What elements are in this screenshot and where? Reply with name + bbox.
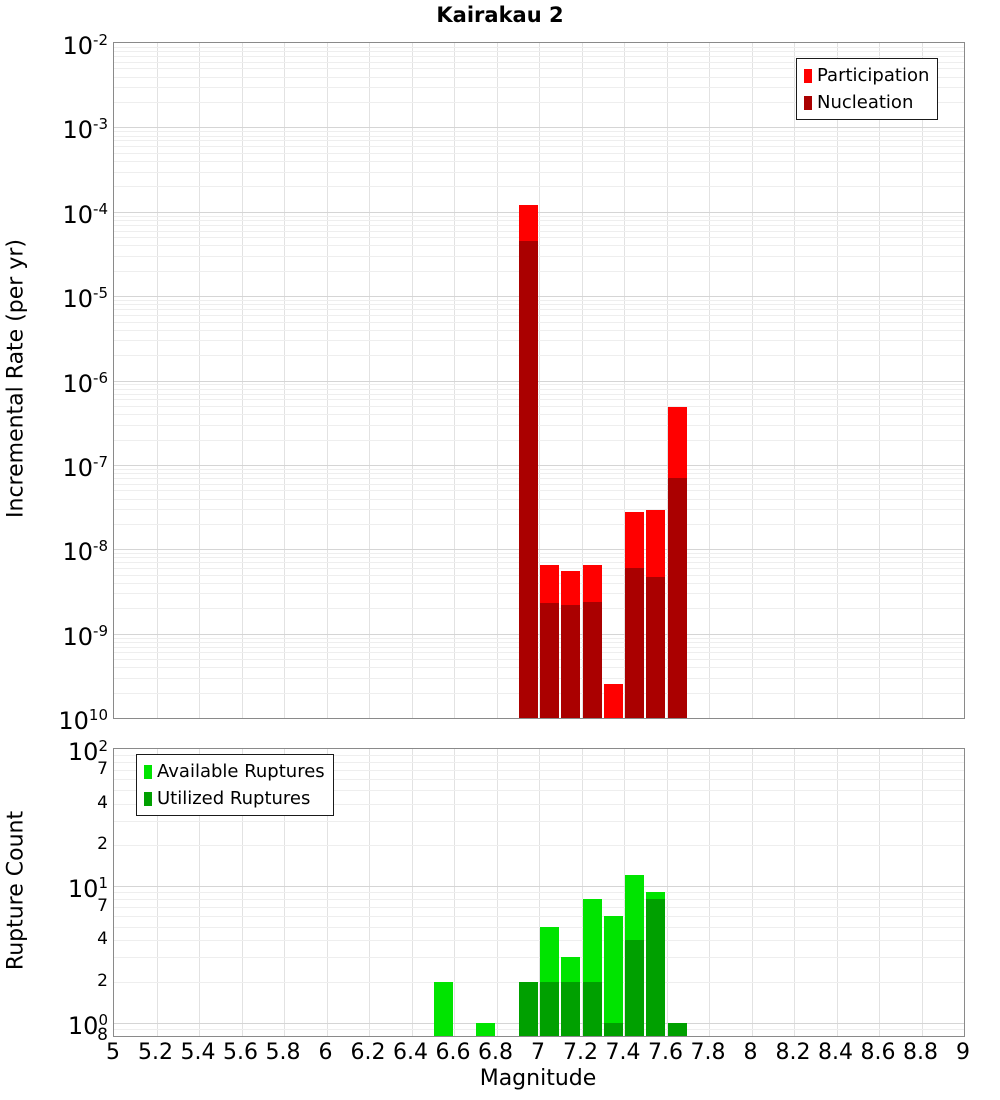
gridline xyxy=(114,237,964,238)
legend-item-nucleation xyxy=(804,89,929,116)
x-axis-label: Magnitude xyxy=(479,1066,597,1091)
gridline xyxy=(114,659,964,660)
y-tick-minor-label: 4 xyxy=(97,929,108,950)
gridline xyxy=(114,509,964,510)
x-tick-label: 6.2 xyxy=(350,1040,386,1065)
gridline xyxy=(114,315,964,316)
y-tick-label: $10^{-8}$ xyxy=(62,537,108,567)
available-ruptures-swatch-icon xyxy=(144,765,152,779)
gridline xyxy=(114,394,964,395)
gridline xyxy=(114,271,964,272)
nucleation-bar xyxy=(625,568,644,718)
participation-bar xyxy=(604,684,623,718)
gridline xyxy=(114,1029,964,1030)
gridline xyxy=(114,406,964,407)
rate-legend xyxy=(796,58,938,120)
gridline xyxy=(114,642,964,643)
gridline xyxy=(114,892,964,893)
gridline xyxy=(114,51,964,52)
gridline xyxy=(114,153,964,154)
gridline xyxy=(114,957,964,958)
y-tick-minor-label: 4 xyxy=(97,792,108,813)
nucleation-bar xyxy=(519,241,538,718)
y-tick-label: $10^{-5}$ xyxy=(62,284,108,314)
available-ruptures-bar xyxy=(476,1023,495,1036)
gridline xyxy=(114,146,964,147)
nucleation-bar xyxy=(646,577,665,718)
y-tick-label: $10^{10}$ xyxy=(58,706,108,735)
gridline xyxy=(114,304,964,305)
y-tick-label: $10^1$ xyxy=(67,873,108,903)
gridline xyxy=(114,916,964,917)
utilized-ruptures-bar xyxy=(561,982,580,1037)
gridline xyxy=(114,330,964,331)
utilized-ruptures-bar xyxy=(540,982,559,1037)
x-tick-label: 8.2 xyxy=(775,1040,811,1065)
gridline xyxy=(114,845,964,846)
count-panel xyxy=(113,748,965,1037)
gridline xyxy=(114,583,964,584)
legend-label: Utilized Ruptures xyxy=(157,788,311,809)
gridline xyxy=(114,172,964,173)
available-ruptures-bar xyxy=(604,916,623,1036)
gridline xyxy=(114,309,964,310)
gridline xyxy=(114,355,964,356)
gridline xyxy=(114,469,964,470)
x-tick-label: 5.2 xyxy=(138,1040,173,1065)
x-tick-label: 7 xyxy=(531,1040,545,1065)
rate-panel xyxy=(113,42,965,719)
participation-swatch-icon xyxy=(804,69,812,83)
gridline xyxy=(114,821,964,822)
y-tick-minor-label: 2 xyxy=(97,970,108,991)
x-tick-label: 5.8 xyxy=(265,1040,301,1065)
y-tick-minor-label: 2 xyxy=(97,833,108,854)
gridline xyxy=(114,907,964,908)
x-tick-label: 8 xyxy=(743,1040,758,1065)
gridline xyxy=(114,381,964,382)
gridline xyxy=(114,927,964,928)
utilized-ruptures-bar xyxy=(604,1023,623,1036)
gridline xyxy=(114,575,964,576)
gridline xyxy=(114,140,964,141)
gridline xyxy=(114,473,964,474)
y-tick-minor-label: 7 xyxy=(97,759,108,780)
gridline xyxy=(114,499,964,500)
gridline xyxy=(114,524,964,525)
utilized-ruptures-swatch-icon xyxy=(144,792,152,806)
y-tick-label: $10^0$ xyxy=(67,1010,108,1040)
gridline xyxy=(114,484,964,485)
gridline xyxy=(114,899,964,900)
x-tick-label: 6.6 xyxy=(435,1040,471,1065)
nucleation-bar xyxy=(668,478,687,718)
gridline xyxy=(114,886,964,887)
gridline xyxy=(114,593,964,594)
utilized-ruptures-bar xyxy=(583,982,602,1037)
gridline xyxy=(114,245,964,246)
gridline xyxy=(114,478,964,479)
y-tick-label: $10^2$ xyxy=(67,737,108,766)
gridline xyxy=(114,634,964,635)
gridline xyxy=(114,678,964,679)
gridline xyxy=(114,389,964,390)
x-tick-label: 8.4 xyxy=(818,1040,853,1065)
y-tick-label: $10^{-9}$ xyxy=(62,621,108,651)
gridline xyxy=(114,296,964,297)
gridline xyxy=(114,425,964,426)
gridline xyxy=(114,225,964,226)
gridline xyxy=(114,693,964,694)
chart-title: Kairakau 2 xyxy=(436,3,564,27)
x-tick-label: 8.6 xyxy=(860,1040,896,1065)
x-tick-label: 7.8 xyxy=(690,1040,726,1065)
gridline xyxy=(114,322,964,323)
gridline xyxy=(114,549,964,550)
gridline xyxy=(114,562,964,563)
y-tick-label: $10^{-2}$ xyxy=(62,31,108,60)
gridline xyxy=(114,161,964,162)
gridline xyxy=(114,216,964,217)
x-tick-label: 7.2 xyxy=(563,1040,598,1065)
gridline xyxy=(114,399,964,400)
gridline xyxy=(114,557,964,558)
gridline xyxy=(114,127,964,128)
gridline xyxy=(114,465,964,466)
gridline xyxy=(114,340,964,341)
gridline xyxy=(114,220,964,221)
utilized-ruptures-bar xyxy=(668,1023,687,1036)
gridline xyxy=(114,982,964,983)
gridline xyxy=(114,940,964,941)
gridline xyxy=(114,647,964,648)
x-tick-label: 7.6 xyxy=(648,1040,683,1065)
gridline xyxy=(114,490,964,491)
nucleation-bar xyxy=(561,605,580,718)
legend-item-participation xyxy=(804,62,929,89)
rate-y-axis-label: Incremental Rate (per yr) xyxy=(3,239,29,518)
gridline xyxy=(114,638,964,639)
x-tick-label: 6.4 xyxy=(393,1040,428,1065)
gridline xyxy=(114,384,964,385)
utilized-ruptures-bar xyxy=(646,899,665,1036)
gridline xyxy=(114,667,964,668)
x-tick-label: 5 xyxy=(106,1040,120,1065)
gridline xyxy=(114,1023,964,1024)
nucleation-bar xyxy=(583,602,602,719)
legend-item-available-ruptures xyxy=(144,758,325,785)
gridline xyxy=(114,231,964,232)
y-tick-label: $10^{-7}$ xyxy=(62,452,108,482)
utilized-ruptures-bar xyxy=(625,940,644,1036)
x-tick-label: 6 xyxy=(318,1040,333,1065)
gridline xyxy=(114,652,964,653)
gridline xyxy=(114,553,964,554)
y-tick-label: $10^{-3}$ xyxy=(62,115,108,145)
nucleation-swatch-icon xyxy=(804,96,812,110)
gridline xyxy=(114,47,964,48)
gridline xyxy=(114,131,964,132)
gridline xyxy=(114,440,964,441)
legend-label: Available Ruptures xyxy=(157,761,325,782)
x-tick-label: 9 xyxy=(956,1040,970,1065)
available-ruptures-bar xyxy=(434,982,453,1037)
x-tick-label: 7.4 xyxy=(605,1040,641,1065)
y-tick-minor-label: 8 xyxy=(97,1025,108,1045)
y-tick-label: $10^{-6}$ xyxy=(62,368,108,398)
x-tick-label: 6.8 xyxy=(478,1040,513,1065)
gridline xyxy=(114,186,964,187)
legend-label: Participation xyxy=(817,65,930,86)
count-y-axis-label: Rupture Count xyxy=(3,810,29,971)
x-tick-label: 5.6 xyxy=(223,1040,258,1065)
legend-label: Nucleation xyxy=(817,92,914,113)
x-tick-label: 5.4 xyxy=(180,1040,216,1065)
gridline xyxy=(114,568,964,569)
utilized-ruptures-bar xyxy=(519,982,538,1037)
gridline xyxy=(114,300,964,301)
gridline xyxy=(114,56,964,57)
count-legend xyxy=(136,754,334,816)
y-tick-label: $10^{-4}$ xyxy=(62,199,108,229)
gridline xyxy=(114,256,964,257)
gridline xyxy=(114,608,964,609)
y-tick-minor-label: 7 xyxy=(97,896,108,917)
x-tick-label: 8.8 xyxy=(903,1040,938,1065)
legend-item-utilized-ruptures xyxy=(144,785,325,812)
nucleation-bar xyxy=(540,603,559,718)
gridline xyxy=(114,212,964,213)
gridline xyxy=(114,136,964,137)
gridline xyxy=(114,414,964,415)
